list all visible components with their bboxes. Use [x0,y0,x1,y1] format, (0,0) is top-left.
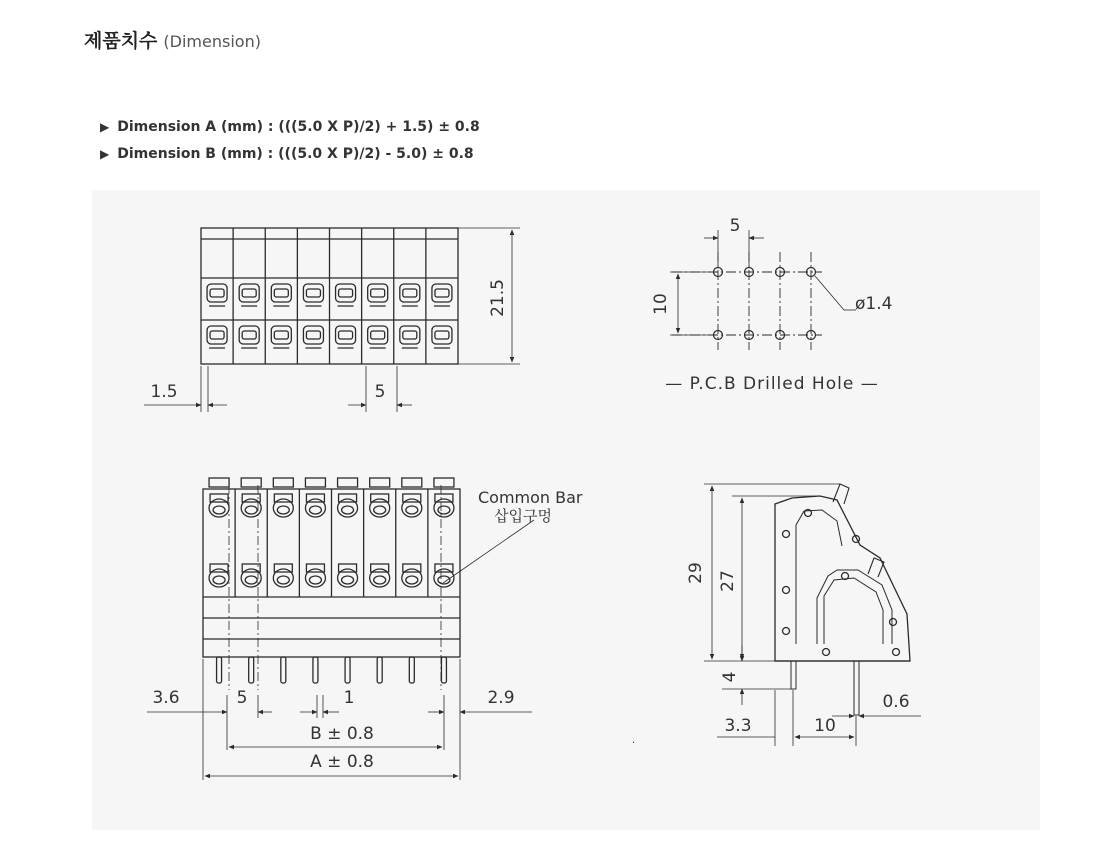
side-pin-length-label: 4 [720,671,740,683]
callout-common-bar: Common Bar [478,488,583,507]
terminal-clamp-icon [336,326,356,348]
lever-tab [273,478,293,487]
stray-dot: . [632,735,636,746]
wire-entry-icon [338,564,358,587]
title-korean: 제품치수 [84,30,158,52]
wire-entry-icon [273,564,293,587]
pin [345,657,350,683]
pin [217,657,222,683]
terminal-clamp-icon [368,326,388,348]
page-title [84,26,261,53]
terminal-clamp-icon [303,284,323,306]
triangle-bullet-icon: ▶ [100,147,110,161]
side-left-label: 3.3 [724,716,752,736]
front-right-label: 2.9 [487,688,515,708]
top-left-offset-label: 1.5 [150,382,178,402]
wire-entry-icon [434,564,454,587]
terminal-clamp-icon [207,284,227,306]
wire-entry-icon [370,494,390,517]
wire-entry-icon [370,564,390,587]
terminal-clamp-icon [271,284,291,306]
pin [377,657,382,683]
dimension-drawing-svg [92,190,1040,830]
spec-dimension-b [100,146,474,162]
spec-dimension-b-text: Dimension B (mm) : (((5.0 X P)/2) - 5.0) ± 0.8 [117,146,474,162]
wire-entry-icon [273,494,293,517]
front-pin-label: 1 [343,688,355,708]
terminal-clamp-icon [368,284,388,306]
terminal-clamp-icon [432,284,452,306]
terminal-clamp-icon [271,326,291,348]
callout-insertion-hole: 삽입구멍 [494,507,552,525]
terminal-clamp-icon [432,326,452,348]
wire-entry-icon [402,494,422,517]
pcb-row-spacing-label: 10 [651,293,671,315]
side-body-height-label: 27 [718,570,738,592]
spec-dimension-a [100,119,480,135]
side-pin-width-label: 0.6 [882,692,910,712]
terminal-clamp-icon [303,326,323,348]
top-view-terminals [207,228,452,364]
lever-tab [370,478,390,487]
wire-entry-icon [338,494,358,517]
lever-tab [338,478,358,487]
terminal-clamp-icon [336,284,356,306]
front-view-terminals [209,478,454,683]
dimension-drawing [92,190,1040,830]
side-pin-spacing-label: 10 [814,716,836,736]
front-b-label: B ± 0.8 [310,724,374,744]
wire-entry-icon [209,564,229,587]
front-a-label: A ± 0.8 [310,752,374,772]
pcb-hole-label: ø1.4 [855,294,893,314]
wire-entry-icon [305,564,325,587]
pcb-caption: — P.C.B Drilled Hole — [665,374,879,394]
lever-tab [434,478,454,487]
terminal-clamp-icon [400,326,420,348]
pin [409,657,414,683]
lever-tab [209,478,229,487]
pin [249,657,254,683]
pcb-holes [714,268,816,340]
title-subtitle: (Dimension) [163,32,261,51]
terminal-clamp-icon [239,284,259,306]
terminal-clamp-icon [207,326,227,348]
pin [313,657,318,683]
side-total-height-label: 29 [686,562,706,584]
top-view [144,228,520,412]
lever-tab [402,478,422,487]
lever-tab [305,478,325,487]
pcb-pitch-label: 5 [729,216,741,236]
wire-entry-icon [209,494,229,517]
spec-dimension-a-text: Dimension A (mm) : (((5.0 X P)/2) + 1.5) ± 0.8 [117,119,480,135]
wire-entry-icon [402,564,422,587]
front-pitch-label: 5 [236,688,248,708]
pin [281,657,286,683]
triangle-bullet-icon: ▶ [100,120,110,134]
wire-entry-icon [434,494,454,517]
pcb-pattern [670,230,856,350]
terminal-clamp-icon [400,284,420,306]
pin [441,657,446,683]
top-pitch-label: 5 [374,382,386,402]
front-left-label: 3.6 [152,688,180,708]
top-height-label: 21.5 [488,279,508,317]
terminal-clamp-icon [239,326,259,348]
wire-entry-icon [305,494,325,517]
